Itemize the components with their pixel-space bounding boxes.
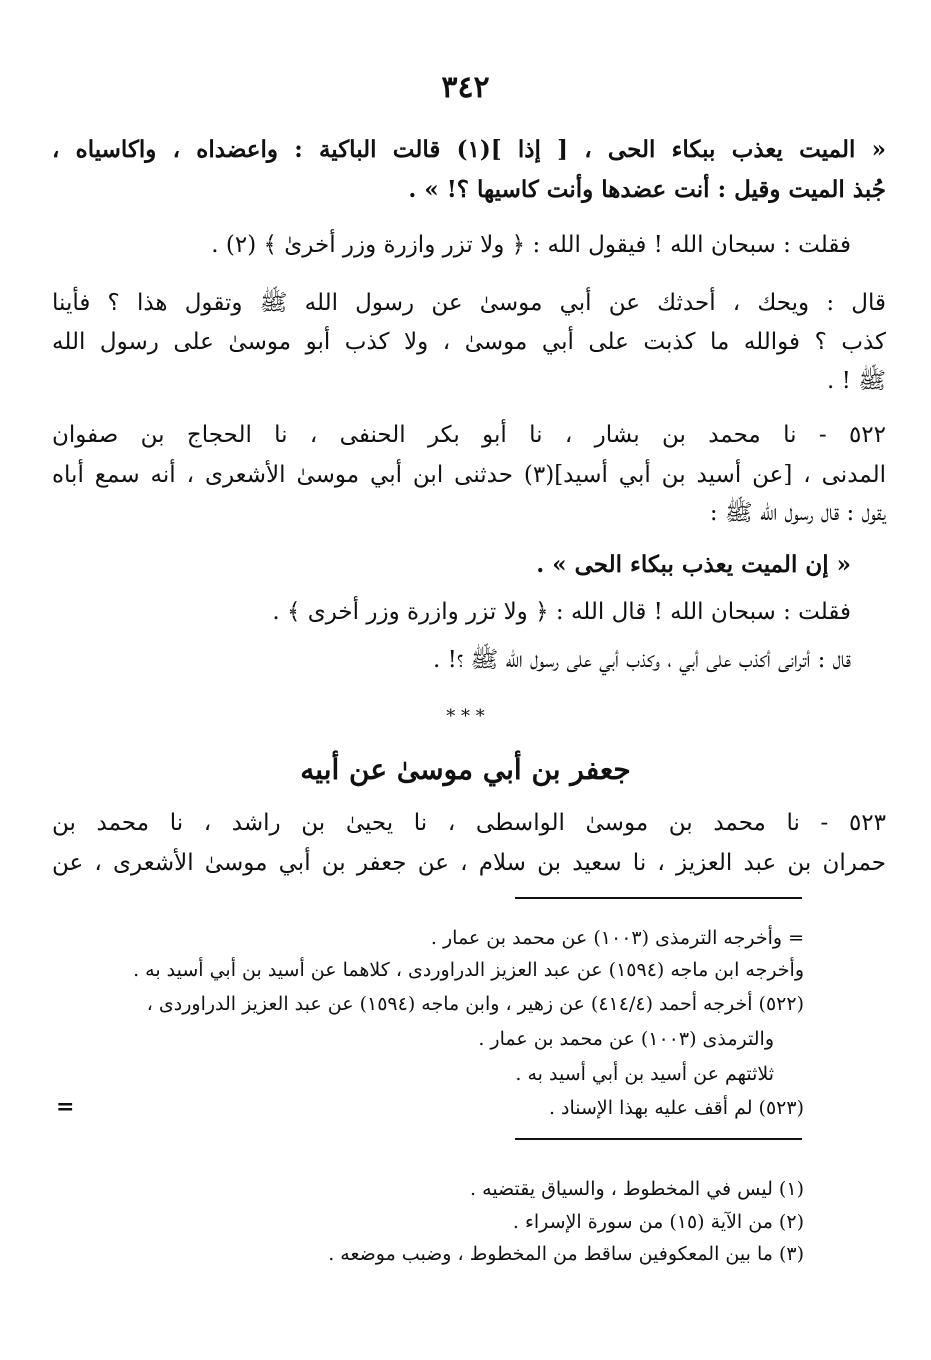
hadith-522-line: ٥٢٢ - نا محمد بن بشار ، نا أبو بكر الحنفى ، نا الحجاج بن صفوان — [52, 422, 886, 448]
takhrij-line: وأخرجه ابن ماجه (١٥٩٤) عن عبد العزيز الدراوردى ، كلاهما عن أسيد بن أبي أسيد به . — [133, 959, 804, 981]
hadith-523-line: حمران بن عبد العزيز ، نا سعيد بن سلام ، عن جعفر بن أبي موسىٰ الأشعرى ، عن — [52, 850, 886, 876]
hadith-text-line: جُبذ الميت وقيل : أنت عضدها وأنت كاسيها ؟! » . — [408, 176, 886, 203]
takhrij-line: = وأخرجه الترمذى (١٠٠٣) عن محمد بن عمار . — [430, 927, 804, 949]
hadith-523-line: ٥٢٣ - نا محمد بن موسىٰ الواسطى ، نا يحيىٰ بن راشد ، نا محمد بن — [52, 810, 886, 836]
section-heading: جعفر بن أبي موسىٰ عن أبيه — [300, 753, 631, 786]
body-text-line: ﷺ ! . — [827, 368, 886, 394]
takhrij-line: ثلاثتهم عن أسيد بن أبي أسيد به . — [515, 1063, 774, 1085]
hadith-text-line: « إن الميت يعذب ببكاء الحى » . — [536, 551, 851, 578]
footnote-line: (٣) ما بين المعكوفين ساقط من المخطوط ، وضبب موضعه . — [328, 1243, 804, 1265]
body-text-line: قال : أترانى أكذب على أبي ، وكذب أبي على رسول الله ﷺ ؟! . — [432, 647, 851, 673]
footnote-separator — [515, 897, 802, 899]
takhrij-line: والترمذى (١٠٠٣) عن محمد بن عمار . — [478, 1028, 774, 1050]
takhrij-line: (٥٢٢) أخرجه أحمد (٤١٤/٤) عن زهير ، وابن ماجه (١٥٩٤) عن عبد العزيز الدراوردى ، — [146, 993, 804, 1015]
page-number: ٣٤٢ — [441, 70, 490, 105]
hadith-522-line: المدنى ، [عن أسيد بن أبي أسيد](٣) حدثنى ابن أبي موسىٰ الأشعرى ، أنه سمع أباه — [52, 462, 886, 488]
hadith-522-line: يقول : قال رسول الله ﷺ : — [709, 500, 886, 526]
continuation-mark: = — [56, 1094, 75, 1120]
body-text-line: فقلت : سبحان الله ! فيقول الله : ﴿ ولا تزر وازرة وزر أخرىٰ ﴾ (٢) . — [211, 232, 851, 258]
footnote-line: (١) ليس في المخطوط ، والسياق يقتضيه . — [470, 1178, 804, 1200]
takhrij-line: (٥٢٣) لم أقف عليه بهذا الإسناد . — [548, 1097, 804, 1119]
hadith-text-line: « الميت يعذب ببكاء الحى ، [ إذا ](١) قالت الباكية : واعضداه ، واكاسياه ، — [52, 136, 887, 163]
footnote-line: (٢) من الآية (١٥) من سورة الإسراء . — [512, 1211, 804, 1233]
footnote-separator — [515, 1138, 802, 1140]
section-separator: * * * — [446, 706, 485, 727]
body-text-line: فقلت : سبحان الله ! قال الله : ﴿ ولا تزر وازرة وزر أخرى ﴾ . — [272, 599, 851, 625]
body-text-line: قال : ويحك ، أحدثك عن أبي موسىٰ عن رسول الله ﷺ وتقول هذا ؟ فأينا — [52, 290, 886, 316]
body-text-line: كذب ؟ فوالله ما كذبت على أبي موسىٰ ، ولا كذب أبو موسىٰ على رسول الله — [52, 329, 886, 355]
